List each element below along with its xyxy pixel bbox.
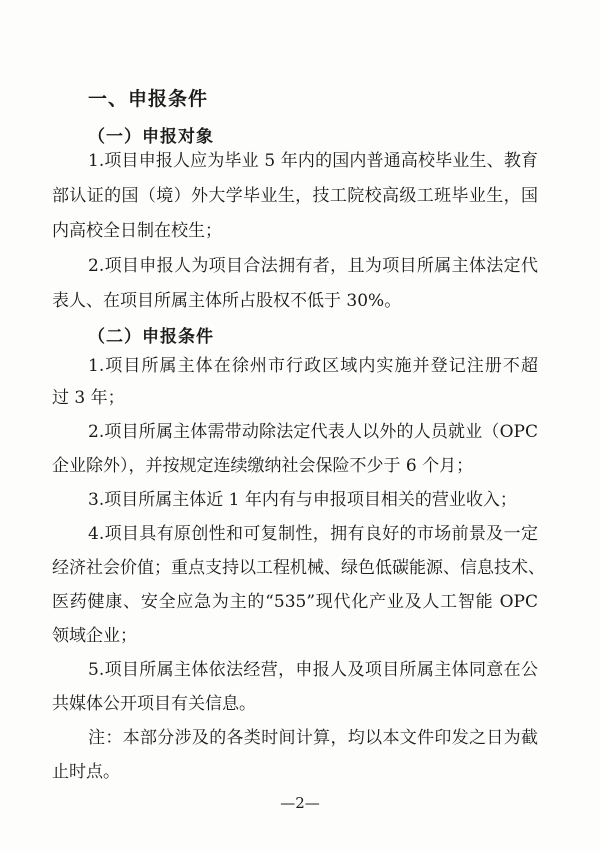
- paragraph-line: 1.项目申报人应为毕业 5 年内的国内普通高校毕业生、教育: [88, 151, 538, 171]
- note-line: 止时点。: [52, 762, 120, 782]
- paragraph-line: 经济社会价值；重点支持以工程机械、绿色低碳能源、信息技术、: [52, 558, 545, 578]
- paragraph-line: 1.项目所属主体在徐州市行政区域内实施并登记注册不超: [88, 356, 538, 376]
- paragraph-line: 4.项目具有原创性和可复制性，拥有良好的市场前景及一定: [88, 524, 538, 544]
- section-title: 一、申报条件: [88, 88, 209, 110]
- paragraph-line: 领域企业；: [52, 626, 137, 646]
- paragraph-line: 部认证的国（境）外大学毕业生，技工院校高级工班毕业生，国: [52, 186, 538, 206]
- paragraph-line: 5.项目所属主体依法经营，申报人及项目所属主体同意在公: [88, 660, 538, 680]
- note-line: 注：本部分涉及的各类时间计算，均以本文件印发之日为截: [88, 728, 538, 748]
- paragraph-line: 3.项目所属主体近 1 年内有与申报项目相关的营业收入；: [88, 490, 517, 510]
- paragraph-line: 医药健康、安全应急为主的“535”现代化产业及人工智能 OPC: [52, 592, 538, 612]
- paragraph-line: 共媒体公开项目有关信息。: [52, 694, 256, 714]
- paragraph-line: 表人、在项目所属主体所占股权不低于 30%。: [52, 291, 402, 311]
- paragraph-line: 企业除外），并按规定连续缴纳社会保险不少于 6 个月；: [52, 456, 474, 476]
- subsection-title-conditions: （二）申报条件: [88, 327, 214, 347]
- paragraph-line: 2.项目所属主体需带动除法定代表人以外的人员就业（OPC: [88, 422, 538, 442]
- subsection-title-applicants: （一）申报对象: [88, 127, 214, 147]
- page-number: —2—: [280, 794, 320, 812]
- paragraph-line: 2.项目申报人为项目合法拥有者，且为项目所属主体法定代: [88, 256, 538, 276]
- paragraph-line: 内高校全日制在校生；: [52, 221, 222, 241]
- paragraph-line: 过 3 年；: [52, 388, 125, 408]
